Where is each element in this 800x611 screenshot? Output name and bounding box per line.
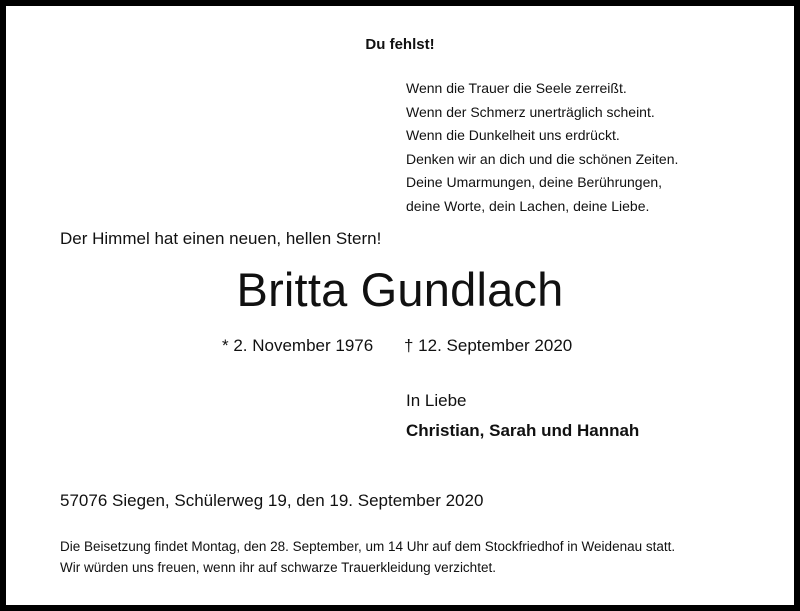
poem-line: Wenn der Schmerz unerträglich scheint.: [406, 103, 655, 120]
in-love-text: In Liebe: [406, 391, 467, 410]
poem-line: deine Worte, dein Lachen, deine Liebe.: [406, 197, 650, 214]
poem: [406, 77, 678, 218]
death-date: † 12. September 2020: [404, 336, 573, 355]
poem-line: Deine Umarmungen, deine Berührungen,: [406, 174, 663, 190]
family-names: Christian, Sarah und Hannah: [406, 421, 640, 440]
notice-line: Wir würden uns freuen, wenn ihr auf schwarze Trauerkleidung verzichtet.: [60, 560, 496, 575]
birth-date: * 2. November 1976: [222, 336, 374, 355]
intro-text: Der Himmel hat einen neuen, hellen Stern!: [60, 229, 382, 248]
heading: Du fehlst!: [365, 36, 435, 53]
address-line: 57076 Siegen, Schülerweg 19, den 19. September 2020: [60, 491, 484, 510]
poem-line: Wenn die Dunkelheit uns erdrückt.: [406, 127, 620, 143]
notice-line: Die Beisetzung findet Montag, den 28. September, um 14 Uhr auf dem Stockfriedhof in Weidenau statt.: [60, 539, 676, 554]
poem-line: Denken wir an dich und die schönen Zeiten.: [406, 150, 679, 167]
deceased-name: Britta Gundlach: [236, 263, 564, 316]
funeral-notice: [60, 536, 675, 578]
poem-line: Wenn die Trauer die Seele zerreißt.: [406, 80, 627, 96]
